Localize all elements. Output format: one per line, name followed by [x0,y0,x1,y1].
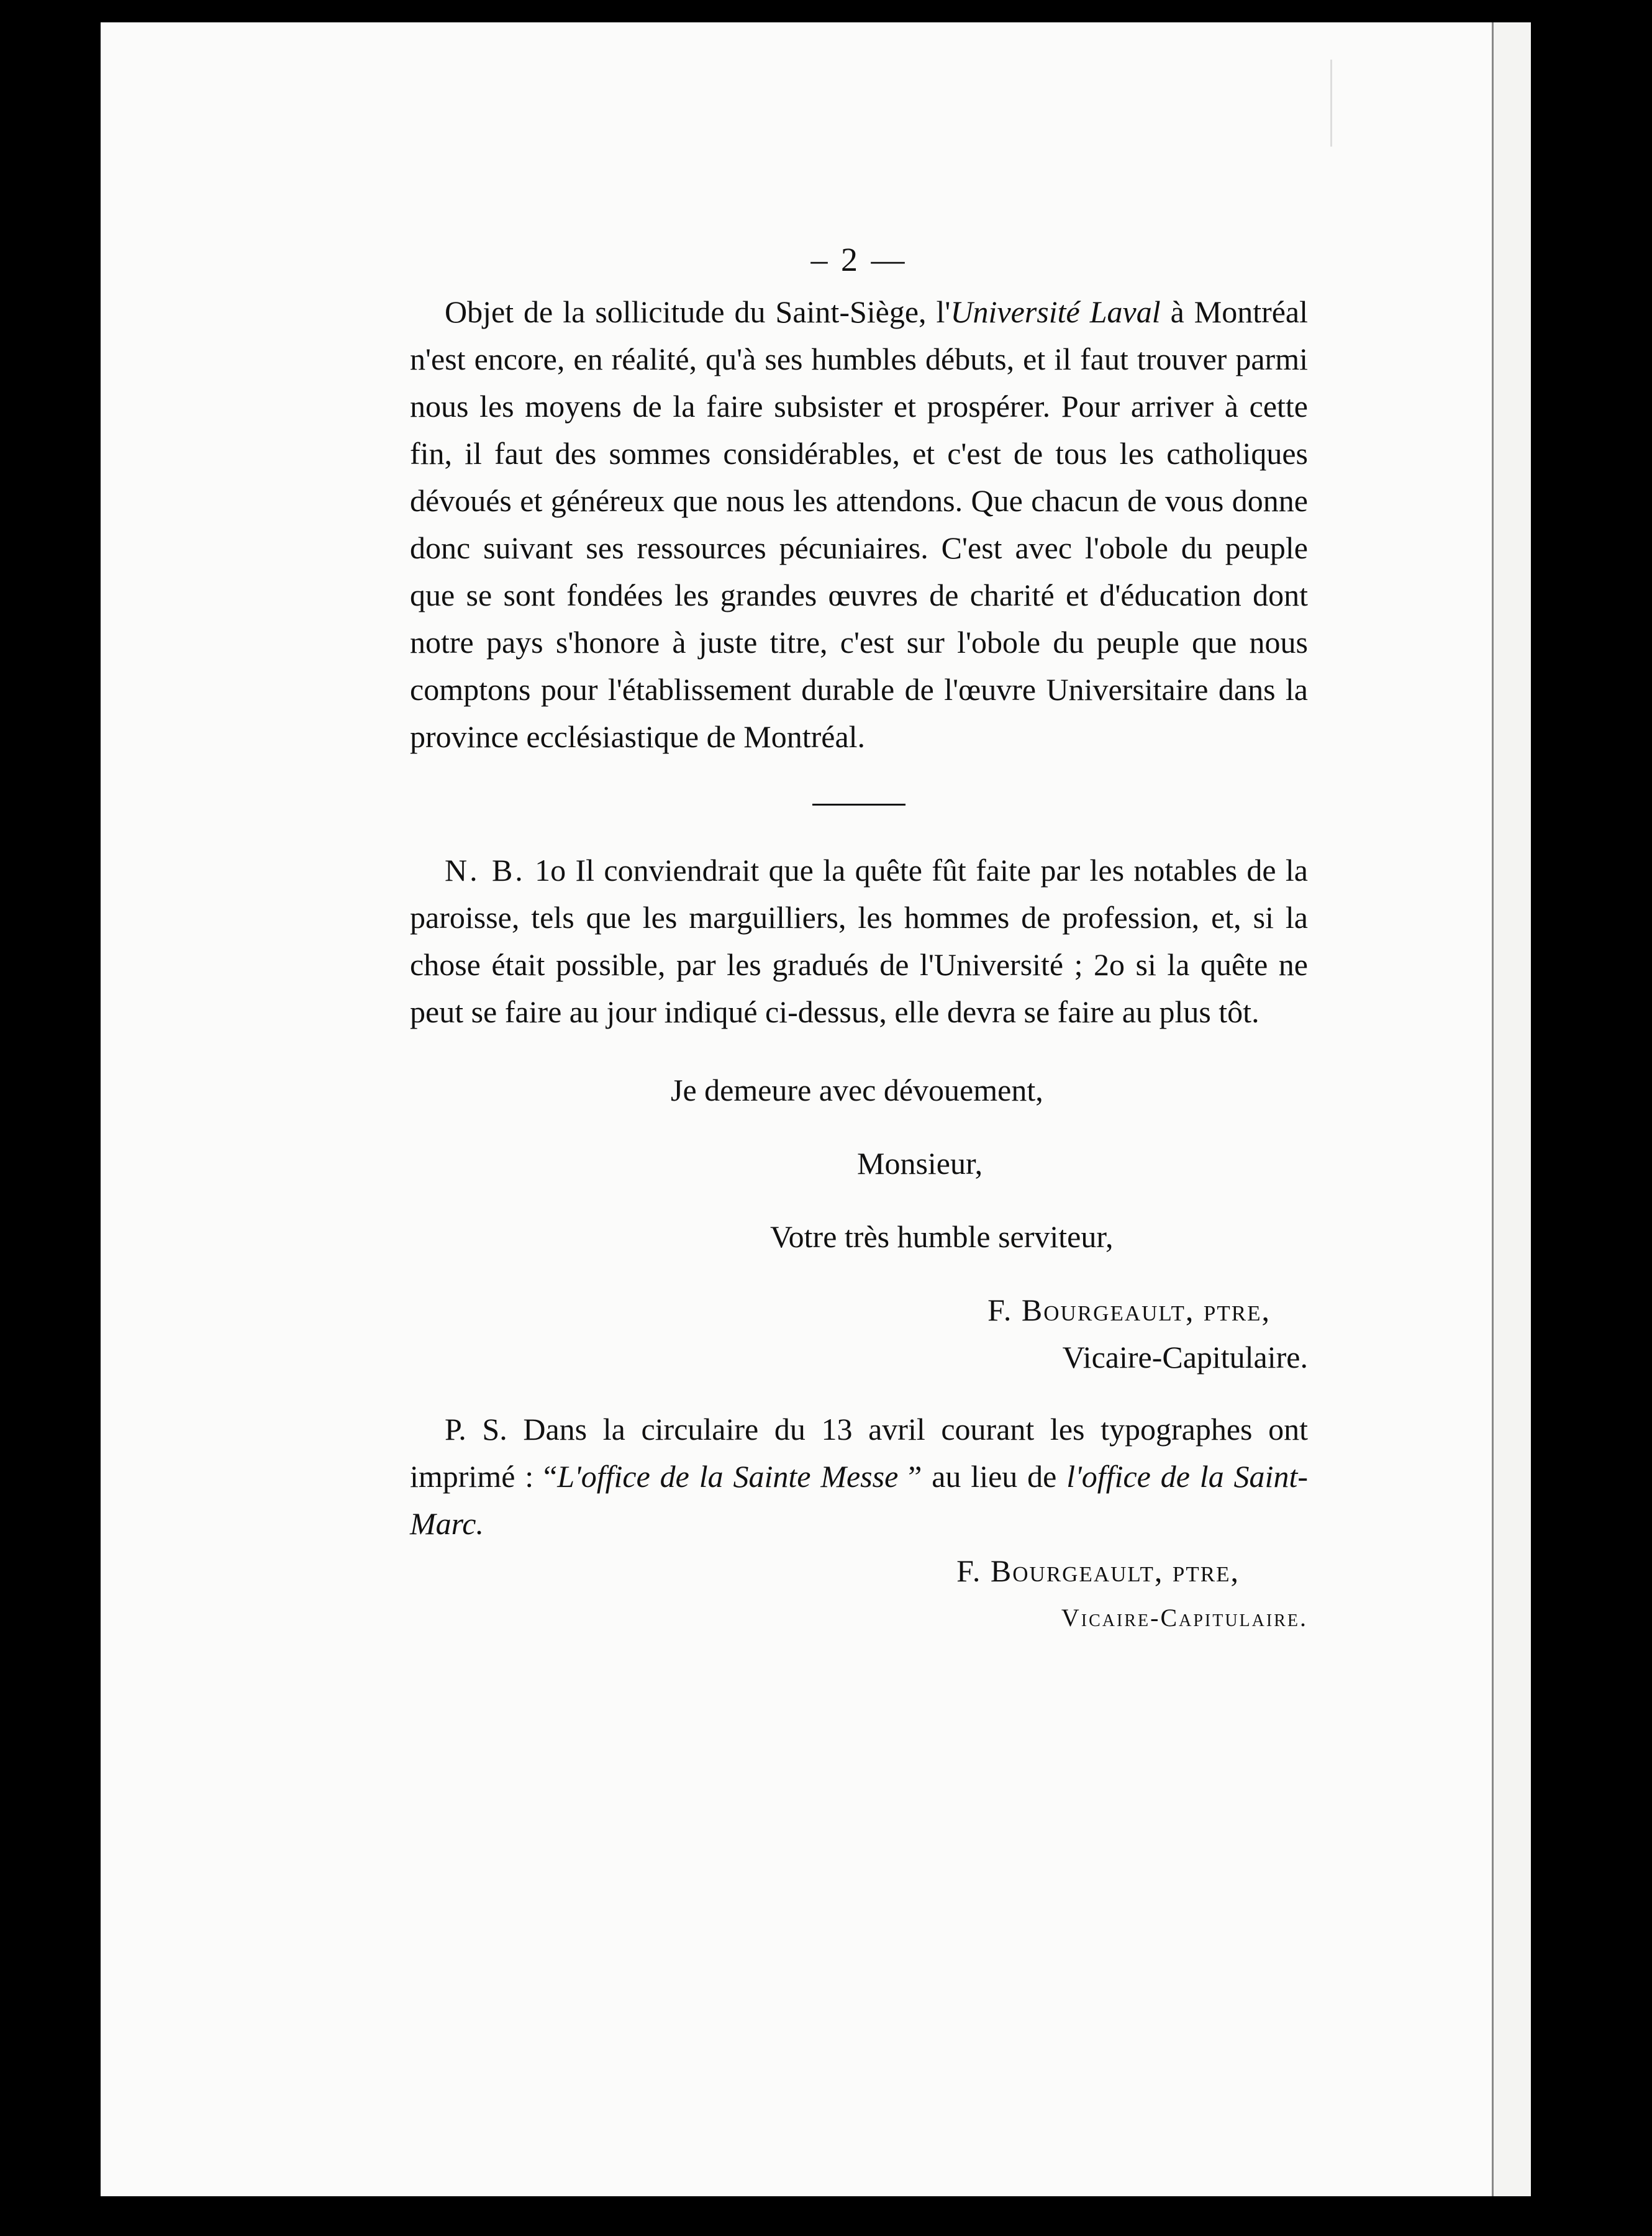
nb-label: N. B. [445,853,525,888]
paragraph-1-text: Objet de la sollicitude du Saint-Siège, l' [445,294,951,329]
postscript [410,1406,1308,1547]
ps-italic-1: L'office de la Sainte Messe [557,1459,899,1494]
paragraph-1 [410,288,1308,760]
ps-signature-title: Vicaire-Capitulaire. [1061,1604,1308,1632]
signature-name: F. Bourgeault, ptre, [987,1293,1271,1327]
ps-text-2: ” au lieu de [908,1459,1057,1494]
nb-paragraph [410,847,1308,1035]
ps-signature-name: F. Bourgeault, ptre, [956,1553,1240,1588]
document-body [410,236,1308,1642]
page-number: – 2 — [810,241,907,278]
closing-line-2: Monsieur, [857,1146,983,1181]
signature-title: Vicaire-Capitulaire. [1062,1340,1308,1375]
closing-line-1: Je demeure avec dévouement, [671,1073,1043,1107]
ps-text-1: Dans la circulaire du 13 avril courant les typographes ont imprimé : “ [410,1412,1309,1494]
page-edge [1492,22,1531,2196]
nb-text: 1o Il conviendrait que la quête fût faite par les notables de la paroisse, tels que les marguilliers, les hommes de profession, et, si la chose était possible, par les gradués de l'Université ; 2o si la quête ne peut se faire au jour indiqué ci-dessus, elle devra se faire au plus tôt. [410,853,1308,1029]
ps-italic-2: l'office de la Saint-Marc. [410,1459,1308,1541]
closing-line-3: Votre très humble serviteur, [770,1219,1114,1254]
university-name: Université Laval [950,294,1161,329]
closing-block [410,1066,1308,1286]
scan-mark [1330,60,1332,147]
ps-label: P. S. [445,1412,507,1447]
paragraph-1-rest: à Montréal n'est encore, en réalité, qu'à ses humbles débuts, et il faut trouver parmi nous les moyens de la faire subsister et prospérer. Pour arriver à cette fin, il faut des sommes considérables, et c'est de tous les catholiques dévoués et généreux que nous les attendons. Que chacun de vous donne donc suivant ses ressources pécuniaires. C'est avec l'obole du peuple que se sont fondées les grandes œuvres de charité et d'éducation dont notre pays s'honore à juste titre, c'est sur l'obole du peuple que nous comptons pour l'établissement durable de l'œuvre Universitaire dans la province ecclésiastique de Montréal. [410,294,1309,754]
section-divider [812,804,905,806]
